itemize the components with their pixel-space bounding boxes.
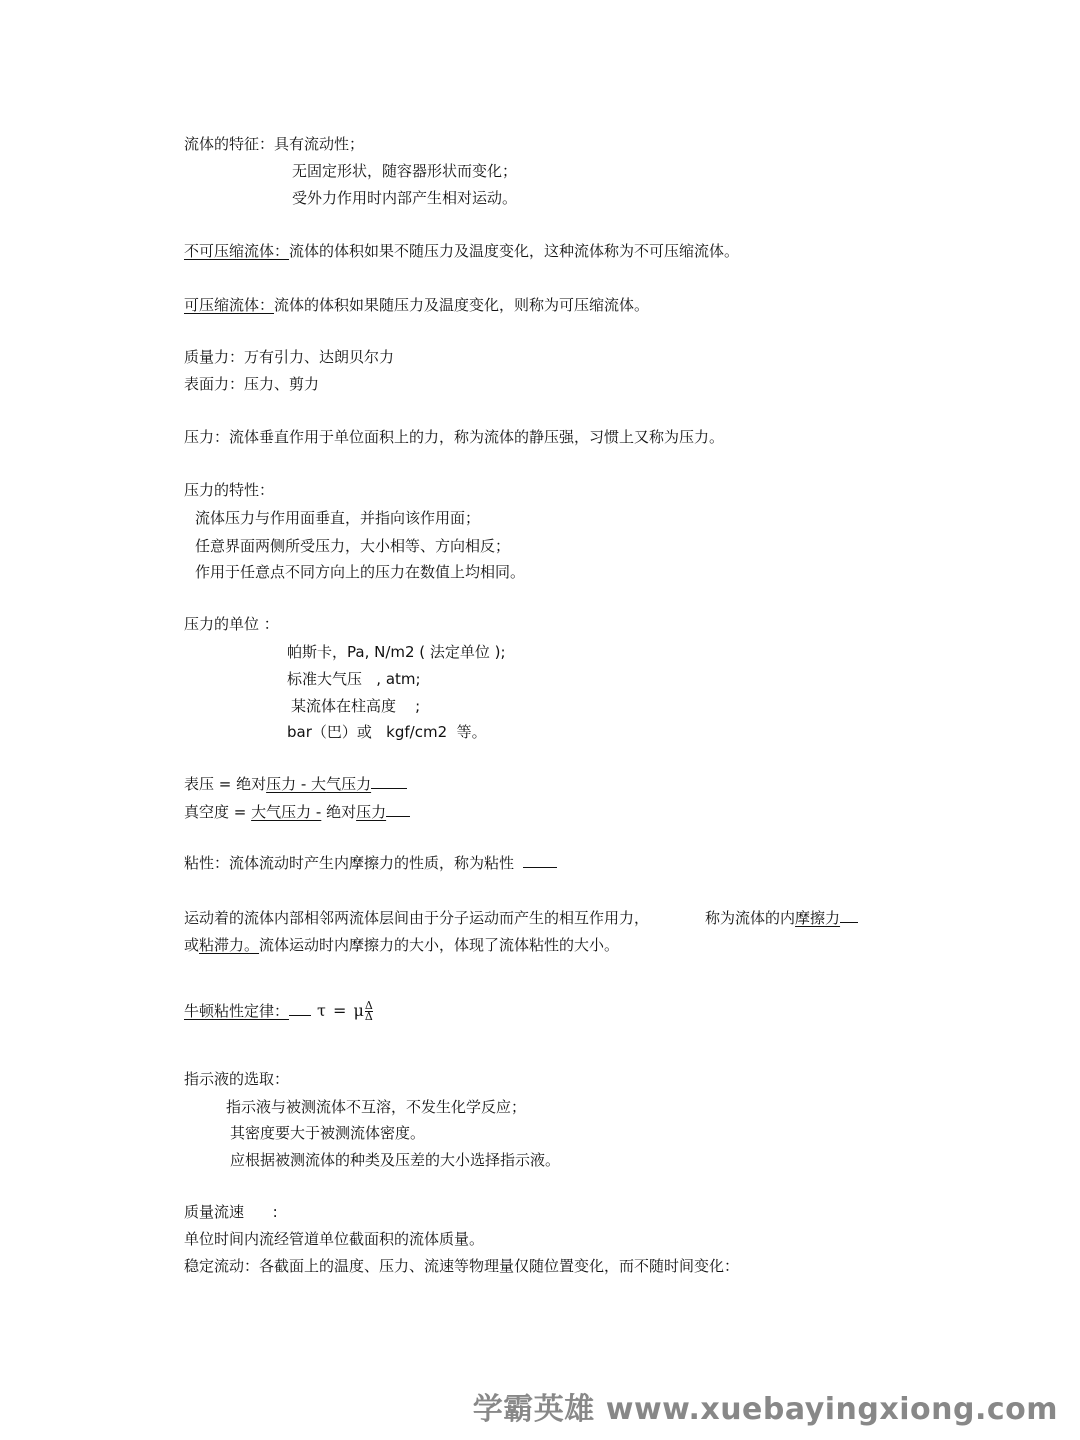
mass-force-line: 质量力：万有引力、达朗贝尔力 (184, 348, 395, 366)
fluid-characteristics-item-2: 无固定形状，随容器形状而变化； (292, 162, 518, 180)
pressure-unit-pascal: 帕斯卡，Pa, N/m2 ( 法定单位 ); (287, 643, 506, 661)
compressible-fluid-text: 流体的体积如果随压力及温度变化，则称为可压缩流体。 (274, 296, 650, 314)
pressure-properties-heading: 压力的特性： (184, 481, 275, 499)
pressure-unit-bar: bar（巴）或 kgf/cm2 等。 (287, 723, 487, 741)
formula-fraction: $\frac{\Delta}{\Delta}$ (364, 999, 373, 1023)
mass-flux-heading: 质量流速 : (184, 1203, 278, 1221)
incompressible-fluid-term: 不可压缩流体： (184, 242, 290, 260)
pressure-unit-atm: 标准大气压 , atm; (287, 670, 421, 688)
newton-viscosity-term: 牛顿粘性定律： (184, 1002, 290, 1020)
fluid-characteristics-line: 流体的特征：具有流动性； (184, 135, 365, 153)
indicator-liquid-rule-2: 其密度要大于被测流体密度。 (230, 1124, 426, 1142)
compressible-fluid-definition (184, 295, 649, 315)
blank-line (371, 774, 407, 789)
indicator-liquid-heading: 指示液的选取： (184, 1070, 290, 1088)
viscosity-definition: 粘性：流体流动时产生内摩擦力的性质，称为粘性 (184, 853, 557, 873)
pressure-property-1: 流体压力与作用面垂直，并指向该作用面； (195, 509, 481, 527)
internal-friction-line-2: 或粘滞力。流体运动时内摩擦力的大小，体现了流体粘性的大小。 (184, 936, 620, 954)
compressible-fluid-term: 可压缩流体： (184, 296, 275, 314)
newton-viscosity-law (184, 999, 373, 1023)
fluid-characteristics-item-3: 受外力作用时内部产生相对运动。 (292, 189, 518, 207)
incompressible-fluid-definition (184, 241, 739, 261)
newton-formula: τ = μ (317, 1001, 365, 1020)
gauge-pressure-formula: 表压 = 绝对压力 - 大气压力 (184, 774, 407, 794)
pressure-units-heading: 压力的单位 ： (184, 615, 279, 633)
indicator-liquid-rule-1: 指示液与被测流体不互溶，不发生化学反应； (226, 1098, 527, 1116)
vacuum-formula: 真空度 = 大气压力 - 绝对压力 (184, 802, 410, 822)
mass-flux-definition: 单位时间内流经管道单位截面积的流体质量。 (184, 1230, 485, 1248)
pressure-property-3: 作用于任意点不同方向上的压力在数值上均相同。 (195, 563, 526, 581)
blank-line (840, 908, 858, 923)
steady-flow-definition: 稳定流动：各截面上的温度、压力、流速等物理量仅随位置变化，而不随时间变化： (184, 1257, 740, 1275)
site-watermark: 学霸英雄 www.xuebayingxiong.com (472, 1392, 1058, 1427)
blank-line (386, 802, 410, 817)
internal-friction-line-1: 运动着的流体内部相邻两流体层间由于分子运动而产生的相互作用力， 称为流体的内摩擦力 (184, 908, 858, 928)
pressure-definition: 压力：流体垂直作用于单位面积上的力，称为流体的静压强，习惯上又称为压力。 (184, 428, 725, 446)
indicator-liquid-rule-3: 应根据被测流体的种类及压差的大小选择指示液。 (230, 1151, 561, 1169)
pressure-property-2: 任意界面两侧所受压力，大小相等、方向相反； (195, 537, 511, 555)
surface-force-line: 表面力：压力、剪力 (184, 375, 320, 393)
pressure-unit-column-height: 某流体在柱高度 ; (291, 697, 421, 715)
blank-line (523, 853, 557, 868)
incompressible-fluid-text: 流体的体积如果不随压力及温度变化，这种流体称为不可压缩流体。 (289, 242, 740, 260)
blank-line (289, 1001, 311, 1016)
